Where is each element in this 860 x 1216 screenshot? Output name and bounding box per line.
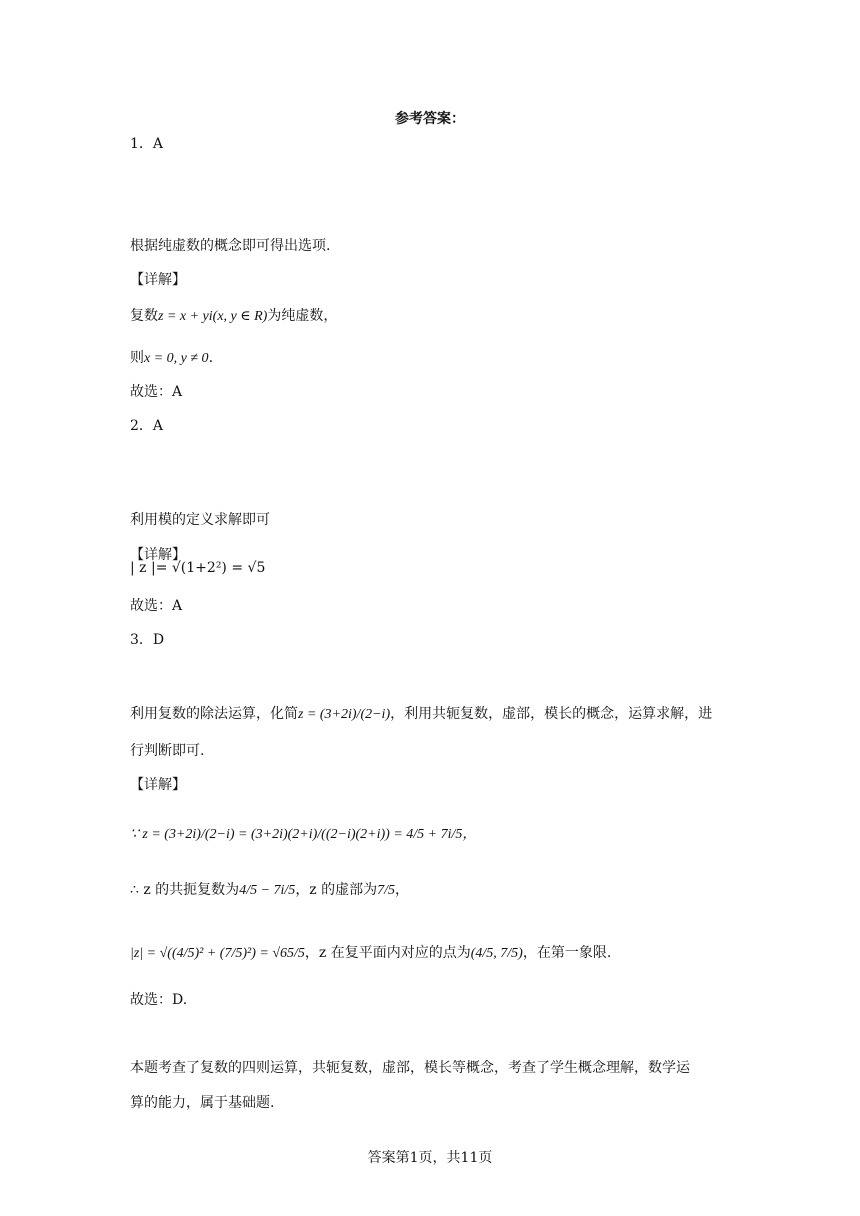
q1-detail-label: 【详解】 [130, 272, 186, 288]
q3-l2-text-c: ， [395, 882, 410, 898]
q1-choice: 故选：A [130, 384, 183, 400]
q3-l3-text-b: ，z 在复平面内对应的点为 [304, 945, 471, 961]
q1-l2-text-a: 则 [130, 350, 144, 366]
q3-detail-line1: ∵ z = (3+2i)/(2−i) = (3+2i)(2+i)/((2−i)(2+i)) = 4/5 + 7i/5， [130, 827, 477, 842]
q3-comment-line1: 本题考查了复数的四则运算，共轭复数，虚部，模长等概念，考查了学生概念理解，数学运 [130, 1060, 690, 1076]
q3-l3-math: |z| = √((4/5)² + (7/5)²) = √65/5 [130, 946, 305, 961]
q3-analysis-text-b: ，利用共轭复数，虚部，模长的概念，运算求解，进 [390, 706, 713, 722]
q1-l1-text-b: 为纯虚数， [267, 308, 338, 324]
q3-analysis-line1 [130, 704, 712, 725]
q1-l2-text-b: . [208, 350, 214, 366]
page-title: 参考答案： [395, 111, 465, 127]
q3-l2-math2: 7/5 [377, 883, 396, 898]
q3-choice: 故选：D. [130, 992, 188, 1008]
q3-l3-point: (4/5, 7/5) [470, 946, 523, 961]
q3-answer: 3．D [130, 632, 165, 648]
q3-l2-text-b: ，z 的虚部为 [295, 882, 378, 898]
q1-l1-text-a: 复数 [130, 308, 158, 324]
q3-l2-text-a: ∴ z 的共扼复数为 [130, 882, 240, 898]
q2-choice: 故选：A [130, 598, 183, 614]
q1-detail-line2 [130, 348, 213, 369]
q3-detail-line2 [130, 880, 409, 901]
q3-l2-math1: 4/5 − 7i/5 [239, 883, 296, 898]
q3-comment-line2: 算的能力，属于基础题. [130, 1095, 275, 1111]
q1-detail-line1 [130, 306, 337, 327]
q3-analysis-line2: 行判断即可. [130, 743, 205, 759]
q3-analysis-text-a: 利用复数的除法运算，化简 [130, 706, 298, 722]
q1-analysis: 根据纯虚数的概念即可得出选项. [130, 238, 331, 254]
q2-math: | z |= √(1+2²) = √5 [130, 560, 266, 576]
q2-detail-label: 【详解】 [130, 547, 186, 563]
q3-detail-line3 [130, 943, 611, 964]
page-footer: 答案第1页，共11页 [367, 1150, 493, 1166]
q1-l1-math: z = x + yi(x, y ∈ R) [158, 309, 268, 324]
q1-l2-math: x = 0, y ≠ 0 [144, 351, 209, 366]
q2-analysis: 利用模的定义求解即可 [130, 512, 270, 528]
q1-answer: 1．A [130, 136, 164, 152]
q3-detail-label: 【详解】 [130, 777, 186, 793]
q3-analysis-math: z = (3+2i)/(2−i) [298, 707, 391, 722]
q2-answer: 2．A [130, 418, 164, 434]
q3-l3-text-c: ，在第一象限. [522, 945, 612, 961]
